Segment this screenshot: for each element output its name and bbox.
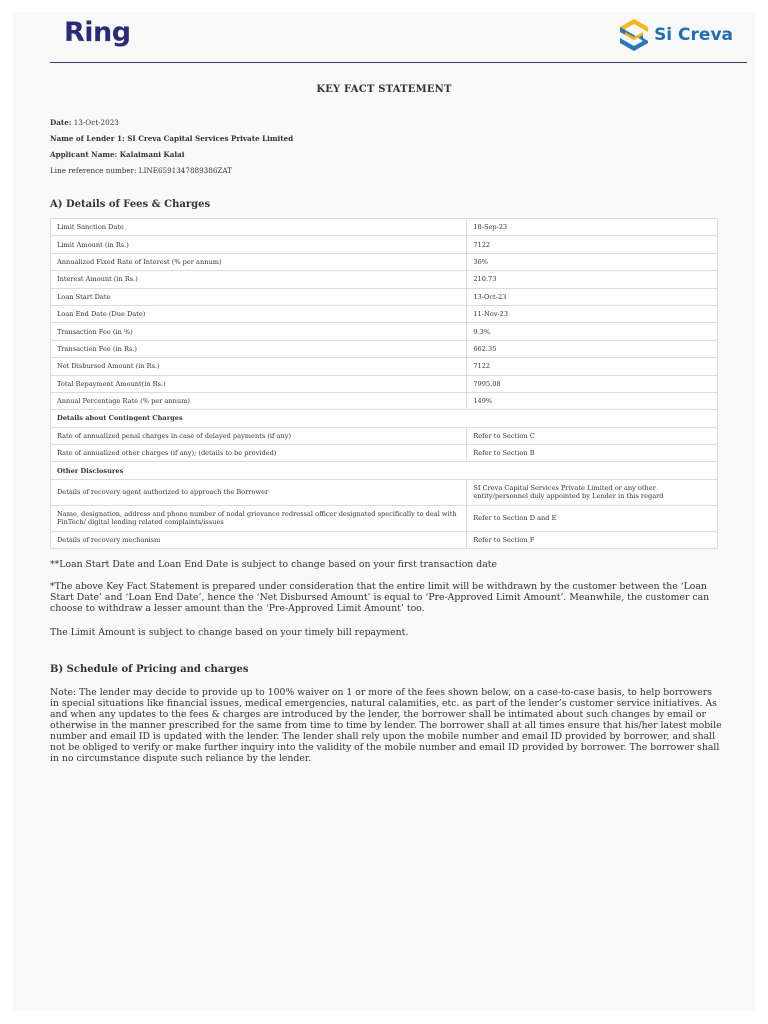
row-value: 36% — [467, 253, 718, 270]
row-value: Refer to Section C — [467, 427, 718, 444]
row-label: Annual Percentage Rate (% per annum) — [51, 392, 467, 409]
meta-applicant — [50, 150, 730, 166]
row-value: 7122 — [467, 236, 718, 253]
row-value: 149% — [467, 392, 718, 409]
row-label: Name, designation, address and phone number of nodal grievance redressal officer designated specifically to deal with FinTech/ digital lending related complaints/issues — [51, 505, 467, 531]
row-value: Refer to Section B — [467, 445, 718, 462]
ring-logo-text: Ring — [64, 17, 131, 48]
row-label: Net Disbursed Amount (in Rs.) — [51, 358, 467, 375]
row-label: Total Repayment Amount(in Rs.) — [51, 375, 467, 392]
row-label: Rate of annualized penal charges in case of delayed payments (if any) — [51, 427, 467, 444]
row-label: Transaction Fee (in %) — [51, 323, 467, 340]
table-row — [51, 358, 718, 375]
row-label: Rate of annualized other charges (if any); (details to be provided) — [51, 445, 467, 462]
row-value: 11-Nov-23 — [467, 305, 718, 322]
row-label: Loan Start Date — [51, 288, 467, 305]
row-label: Loan End Date (Due Date) — [51, 305, 467, 322]
row-value: 7122 — [467, 358, 718, 375]
row-value: 7995.08 — [467, 375, 718, 392]
table-row — [51, 375, 718, 392]
contingent-heading: Details about Contingent Charges — [51, 410, 718, 427]
note-loan-dates: **Loan Start Date and Loan End Date is subject to change based on your first transaction date — [50, 559, 497, 570]
row-value: 210.73 — [467, 271, 718, 288]
table-row — [51, 531, 718, 548]
other-disclosures-heading: Other Disclosures — [51, 462, 718, 479]
table-row — [51, 505, 718, 531]
row-label: Limit Sanction Date — [51, 219, 467, 236]
lender-name: Name of Lender 1: SI Creva Capital Services Private Limited — [50, 134, 294, 143]
table-row — [51, 236, 718, 253]
meta-block — [50, 118, 730, 182]
table-row — [51, 305, 718, 322]
section-a-heading: A) Details of Fees & Charges — [50, 199, 211, 210]
row-value: Refer to Section D and E — [467, 505, 718, 531]
table-row — [51, 479, 718, 505]
document-page — [13, 12, 755, 1010]
document-header — [50, 12, 747, 63]
table-row — [51, 427, 718, 444]
table-row — [51, 253, 718, 270]
table-row — [51, 340, 718, 357]
row-value: SI Creva Capital Services Private Limited or any other entity/personnel duly appointed by Lender in this regard — [467, 479, 718, 505]
table-row — [51, 271, 718, 288]
note-key-fact-statement: *The above Key Fact Statement is prepared under consideration that the entire limit will be withdrawn by the customer between the ‘Loan Start Date’ and ‘Loan End Date’, hence the ‘Net Disbursed Amount’ is equal to ‘Pre-Approved Limit Amount’. Meanwhile, the customer can choose to withdraw a lesser amount than the ‘Pre-Approved Limit Amount’ too. — [50, 581, 710, 614]
row-label: Interest Amount (in Rs.) — [51, 271, 467, 288]
row-label: Details of recovery agent authorized to approach the Borrower — [51, 479, 467, 505]
sicreva-logo — [619, 18, 733, 52]
table-row — [51, 392, 718, 409]
table-row — [51, 219, 718, 236]
row-value: 18-Sep-23 — [467, 219, 718, 236]
meta-line-reference: Line reference number: LINE6591347889386ZAT — [50, 166, 232, 175]
sicreva-s-icon — [619, 18, 649, 52]
fees-table — [50, 218, 718, 549]
date-value: 13-Oct-2023 — [73, 118, 119, 127]
table-subheading-row — [51, 410, 718, 427]
table-row — [51, 445, 718, 462]
row-label: Annualized Fixed Rate of Interest (% per annum) — [51, 253, 467, 270]
row-value: 13-Oct-23 — [467, 288, 718, 305]
sicreva-logo-text: Si Creva — [654, 25, 733, 45]
table-row — [51, 323, 718, 340]
table-subheading-row — [51, 462, 718, 479]
section-b-body: Note: The lender may decide to provide up to 100% waiver on 1 or more of the fees shown below, on a case-to-case basis, to help borrowers in special situations like financial issues, medical emergencies, natural calamities, etc. as part of the lender’s customer service initiatives. As and when any updates to the fees & charges are introduced by the lender, the borrower shall be intimated about such changes by email or otherwise in the manner prescribed for the same from time to time by lender. The borrower shall at all times ensure that his/her latest mobile number and email ID is updated with the lender. The lender shall rely upon the mobile number and email ID provided by borrower, and shall not be obliged to verify or make further inquiry into the validity of the mobile number and email ID provided by borrower. The borrower shall in no circumstance dispute such reliance by the lender. — [50, 687, 722, 764]
document-title: KEY FACT STATEMENT — [316, 84, 452, 95]
meta-date — [50, 118, 730, 134]
applicant-name: Applicant Name: Kalaimani Kalai — [50, 150, 185, 159]
row-value: Refer to Section F — [467, 531, 718, 548]
ring-logo — [64, 18, 131, 48]
row-label: Transaction Fee (in Rs.) — [51, 340, 467, 357]
row-value: 662.35 — [467, 340, 718, 357]
section-b-heading: B) Schedule of Pricing and charges — [50, 664, 249, 675]
row-label: Details of recovery mechanism — [51, 531, 467, 548]
row-value: 9.3% — [467, 323, 718, 340]
date-label: Date: — [50, 118, 72, 127]
row-label: Limit Amount (in Rs.) — [51, 236, 467, 253]
table-row — [51, 288, 718, 305]
note-limit-amount: The Limit Amount is subject to change based on your timely bill repayment. — [50, 627, 409, 638]
meta-lender — [50, 134, 730, 150]
